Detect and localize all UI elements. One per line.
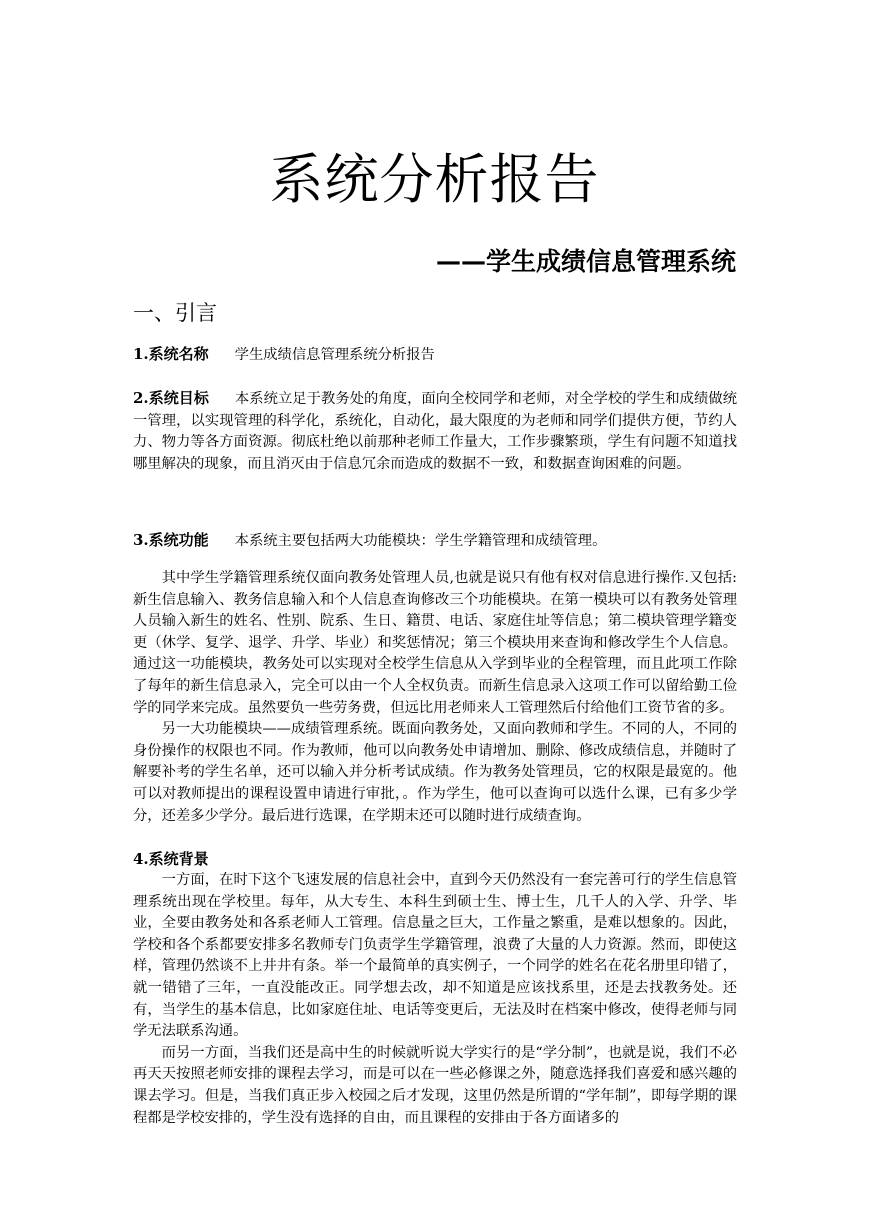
document-subtitle: ——学生成绩信息管理系统 xyxy=(435,247,736,276)
item-system-name xyxy=(133,344,737,367)
item-text: 本系统主要包括两大功能模块：学生学籍管理和成绩管理。 xyxy=(234,533,607,549)
background-heading: 4.系统背景 xyxy=(133,850,209,868)
item-label: 1.系统名称 xyxy=(133,345,209,363)
section-heading-introduction: 一、引言 xyxy=(133,301,217,325)
item-label: 2.系统目标 xyxy=(133,389,209,407)
item-label: 3.系统功能 xyxy=(133,531,209,549)
item-system-function xyxy=(133,530,737,553)
function-description xyxy=(133,568,737,827)
item-text: 学生成绩信息管理系统分析报告 xyxy=(234,347,435,363)
background-paragraph-1: 一方面，在时下这个飞速发展的信息社会中，直到今天仍然没有一套完善可行的学生信息管理系统出现在学校里。每年，从大专生、本科生到硕士生、博士生，几千人的入学、升学、毕业，全要由教务处和各系老师人工管理。信息量之巨大，工作量之繁重，是难以想象的。因此，学校和各个系都要安排多名教师专门负责学生学籍管理，浪费了大量的人力资源。然而，即使这样，管理仍然谈不上井井有条。举一个最简单的真实例子，一个同学的姓名在花名册里印错了，就一错错了三年，一直没能改正。同学想去改，却不知道是应该找系里，还是去找教务处。还有，当学生的基本信息，比如家庭住址、电话等变更后，无法及时在档案中修改，使得老师与同学无法联系沟通。 xyxy=(133,872,737,1040)
function-paragraph-1: 其中学生学籍管理系统仅面向教务处管理人员,也就是说只有他有权对信息进行操作.又包括:新生信息输入、教务信息输入和个人信息查询修改三个功能模块。在第一模块可以有教务处管理人员输入新生的姓名、性别、院系、生日、籍贯、电话、家庭住址等信息；第二模块管理学籍变更（休学、复学、退学、升学、毕业）和奖惩情况；第三个模块用来查询和修改学生个人信息。通过这一功能模块，教务处可以实现对全校学生信息从入学到毕业的全程管理，而且此项工作除了每年的新生信息录入，完全可以由一个人全权负责。而新生信息录入这项工作可以留给勤工俭学的同学来完成。虽然要负一些劳务费，但远比用老师来人工管理然后付给他们工资节省的多。 xyxy=(133,570,737,716)
function-paragraph-2: 另一大功能模块——成绩管理系统。既面向教务处，又面向教师和学生。不同的人，不同的身份操作的权限也不同。作为教师，他可以向教务处申请增加、删除、修改成绩信息，并随时了解要补考的学生名单，还可以输入并分析考试成绩。作为教务处管理员，它的权限是最宽的。他可以对教师提出的课程设置申请进行审批，。作为学生，他可以查询可以选什么课，已有多少学分，还差多少学分。最后进行选课，在学期末还可以随时进行成绩查询。 xyxy=(133,721,737,824)
document-title: 系统分析报告 xyxy=(269,148,600,211)
item-system-goal xyxy=(133,388,737,475)
section-background xyxy=(133,848,737,1129)
item-text: 本系统立足于教务处的角度，面向全校同学和老师，对全学校的学生和成绩做统一管理，以实现管理的科学化，系统化，自动化，最大限度的为老师和同学们提供方便，节约人力、物力等各方面资源。彻底杜绝以前那种老师工作量大，工作步骤繁琐，学生有问题不知道找哪里解决的现象，而且消灭由于信息冗余而造成的数据不一致，和数据查询困难的问题。 xyxy=(133,391,737,472)
background-paragraph-2: 而另一方面，当我们还是高中生的时候就听说大学实行的是“学分制”，也就是说，我们不必再天天按照老师安排的课程去学习，而是可以在一些必修课之外，随意选择我们喜爱和感兴趣的课去学习。但是，当我们真正步入校园之后才发现，这里仍然是所谓的“学年制”，即每学期的课程都是学校安排的，学生没有选择的自由，而且课程的安排由于各方面诸多的 xyxy=(133,1044,737,1126)
